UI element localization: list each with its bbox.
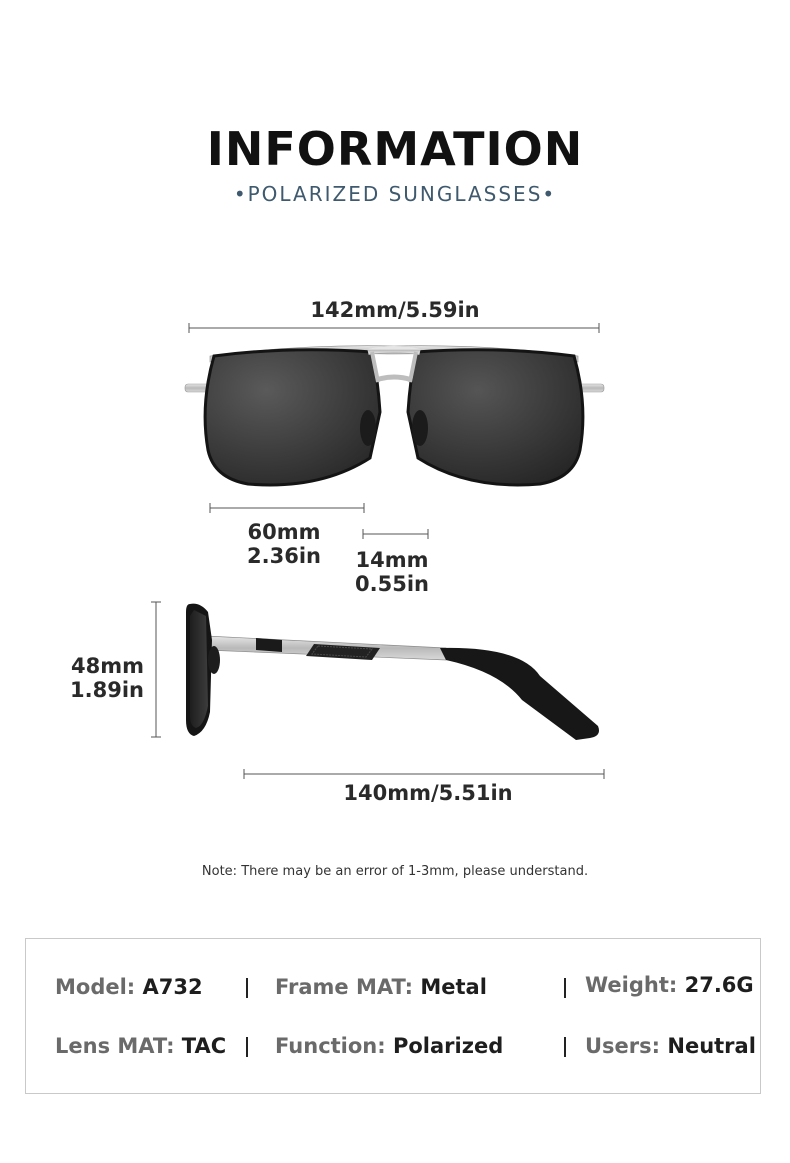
total-width-measure-line bbox=[189, 323, 599, 333]
total-width-label: 142mm/5.59in bbox=[310, 298, 480, 322]
bridge-in-label: 0.55in bbox=[355, 572, 429, 596]
page-title: INFORMATION bbox=[206, 122, 584, 176]
spec-model-key: Model: bbox=[55, 975, 136, 999]
spec-users-key: Users: bbox=[585, 1034, 661, 1058]
specs-panel bbox=[25, 938, 761, 1094]
spec-frame bbox=[275, 975, 487, 999]
bridge-measure-line bbox=[363, 529, 428, 539]
lens-height-in-label: 1.89in bbox=[70, 678, 144, 702]
page-subtitle: •POLARIZED SUNGLASSES• bbox=[233, 182, 557, 206]
spec-model bbox=[55, 975, 203, 999]
spec-function-value: Polarized bbox=[392, 1034, 504, 1058]
spec-function bbox=[275, 1034, 503, 1058]
spec-weight-key: Weight: bbox=[585, 973, 678, 997]
temple-length-label: 140mm/5.51in bbox=[343, 781, 513, 805]
side-view-glasses bbox=[186, 604, 599, 740]
spec-lens-key: Lens MAT: bbox=[55, 1034, 175, 1058]
error-note: Note: There may be an error of 1-3mm, please understand. bbox=[201, 864, 589, 879]
lens-height-measure-line bbox=[151, 602, 161, 737]
spec-divider bbox=[246, 1037, 248, 1057]
spec-weight-value: 27.6G bbox=[684, 973, 754, 997]
spec-users bbox=[585, 1034, 756, 1058]
lens-width-measure-line bbox=[210, 503, 364, 513]
spec-model-value: A732 bbox=[142, 975, 203, 999]
spec-divider bbox=[564, 978, 566, 998]
lens-width-mm-label: 60mm bbox=[247, 520, 321, 544]
spec-lens-value: TAC bbox=[181, 1034, 227, 1058]
spec-users-value: Neutral bbox=[667, 1034, 756, 1058]
spec-divider bbox=[246, 978, 248, 998]
spec-function-key: Function: bbox=[275, 1034, 386, 1058]
bridge-mm-label: 14mm bbox=[355, 548, 429, 572]
temple-length-measure-line bbox=[244, 769, 604, 779]
lens-height-mm-label: 48mm bbox=[71, 654, 144, 678]
spec-frame-value: Metal bbox=[420, 975, 487, 999]
front-view-glasses bbox=[185, 346, 604, 485]
lens-width-in-label: 2.36in bbox=[247, 544, 321, 568]
spec-lens bbox=[55, 1034, 226, 1058]
spec-frame-key: Frame MAT: bbox=[275, 975, 414, 999]
spec-divider bbox=[564, 1037, 566, 1057]
spec-weight bbox=[585, 973, 754, 997]
